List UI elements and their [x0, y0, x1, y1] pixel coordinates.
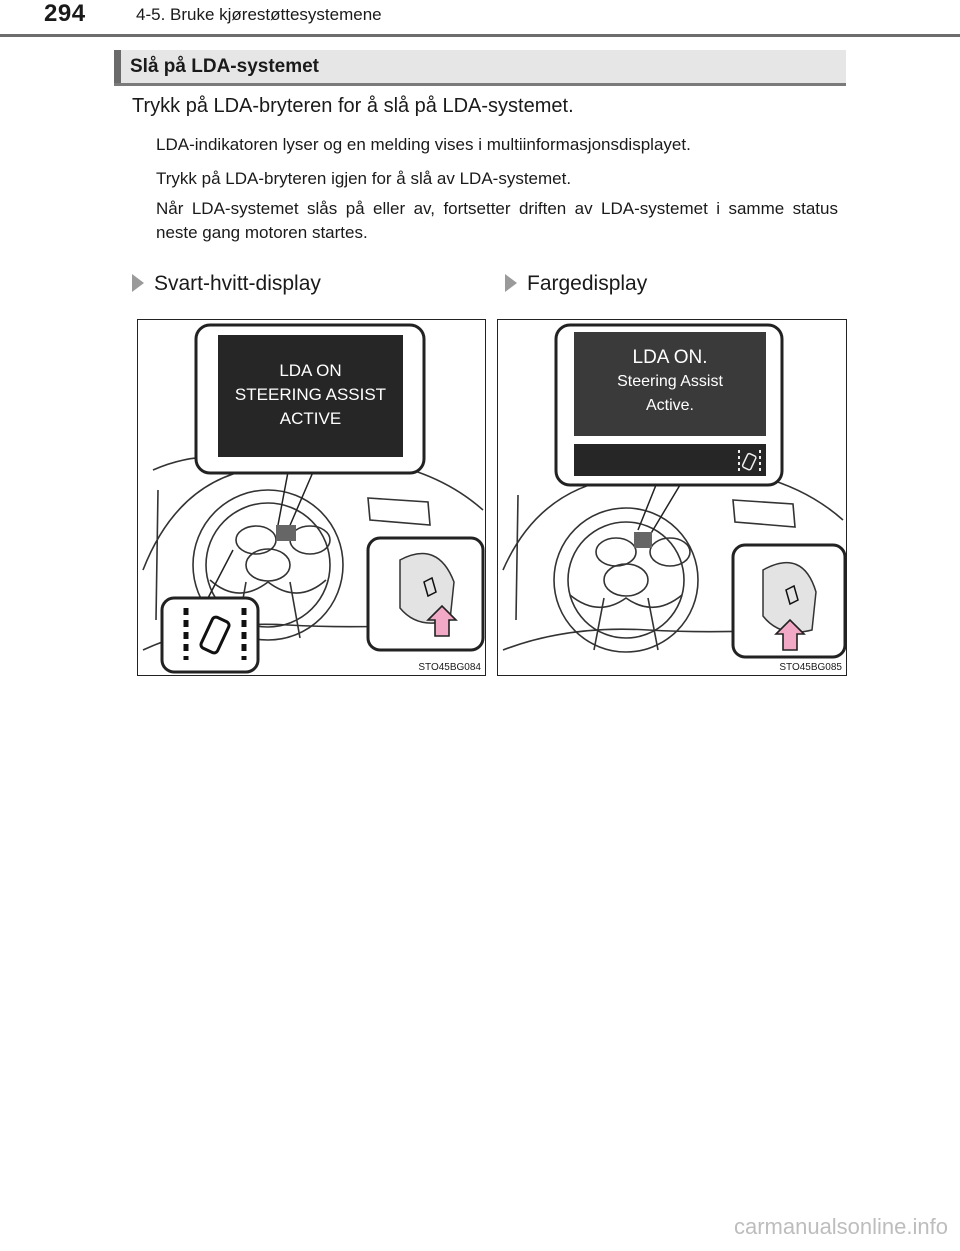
figure-code: STO45BG084: [418, 662, 481, 673]
figure-label-monochrome: [132, 272, 321, 296]
paragraph-turn-off: Trykk på LDA-bryteren igjen for å slå av LDA-systemet.: [156, 169, 572, 188]
screen-line-2: Steering Assist: [617, 373, 723, 390]
section-header: [114, 50, 846, 86]
section-title: Slå på LDA-systemet: [130, 56, 320, 77]
figure-color-display: [497, 319, 847, 676]
screen-line-3: Active.: [645, 397, 694, 414]
screen-line-1: LDA ON.: [632, 347, 708, 368]
triangle-bullet-icon: [505, 274, 517, 292]
section-marker: [114, 50, 121, 83]
figure-label-color: [505, 272, 647, 296]
screen-line-3: ACTIVE: [279, 409, 342, 428]
paragraph-status-memory: Når LDA-systemet slås på eller av, fortsetter driften av LDA-systemet i samme status neste gang motoren startes.: [156, 199, 838, 242]
screen-message: [218, 359, 403, 431]
screen-line-2: STEERING ASSIST: [234, 385, 387, 404]
indicator-strip: [574, 444, 766, 476]
chapter-title: 4-5. Bruke kjørestøttesystemene: [136, 5, 382, 24]
figure-label-monochrome-text: Svart-hvitt-display: [154, 272, 321, 295]
screen-message: [574, 346, 766, 418]
figure-label-color-text: Fargedisplay: [527, 272, 648, 295]
paragraph-indicator: LDA-indikatoren lyser og en melding vises i multiinformasjonsdisplayet.: [156, 135, 691, 154]
figure-monochrome-display: [137, 319, 486, 676]
page-number: 294: [44, 0, 86, 27]
screen-line-1: LDA ON: [279, 361, 342, 380]
header-divider: [0, 34, 960, 37]
watermark: carmanualsonline.info: [733, 1214, 948, 1239]
figure-code: STO45BG085: [779, 662, 842, 673]
triangle-bullet-icon: [132, 274, 144, 292]
instruction-lead: Trykk på LDA-bryteren for å slå på LDA-systemet.: [132, 95, 574, 117]
